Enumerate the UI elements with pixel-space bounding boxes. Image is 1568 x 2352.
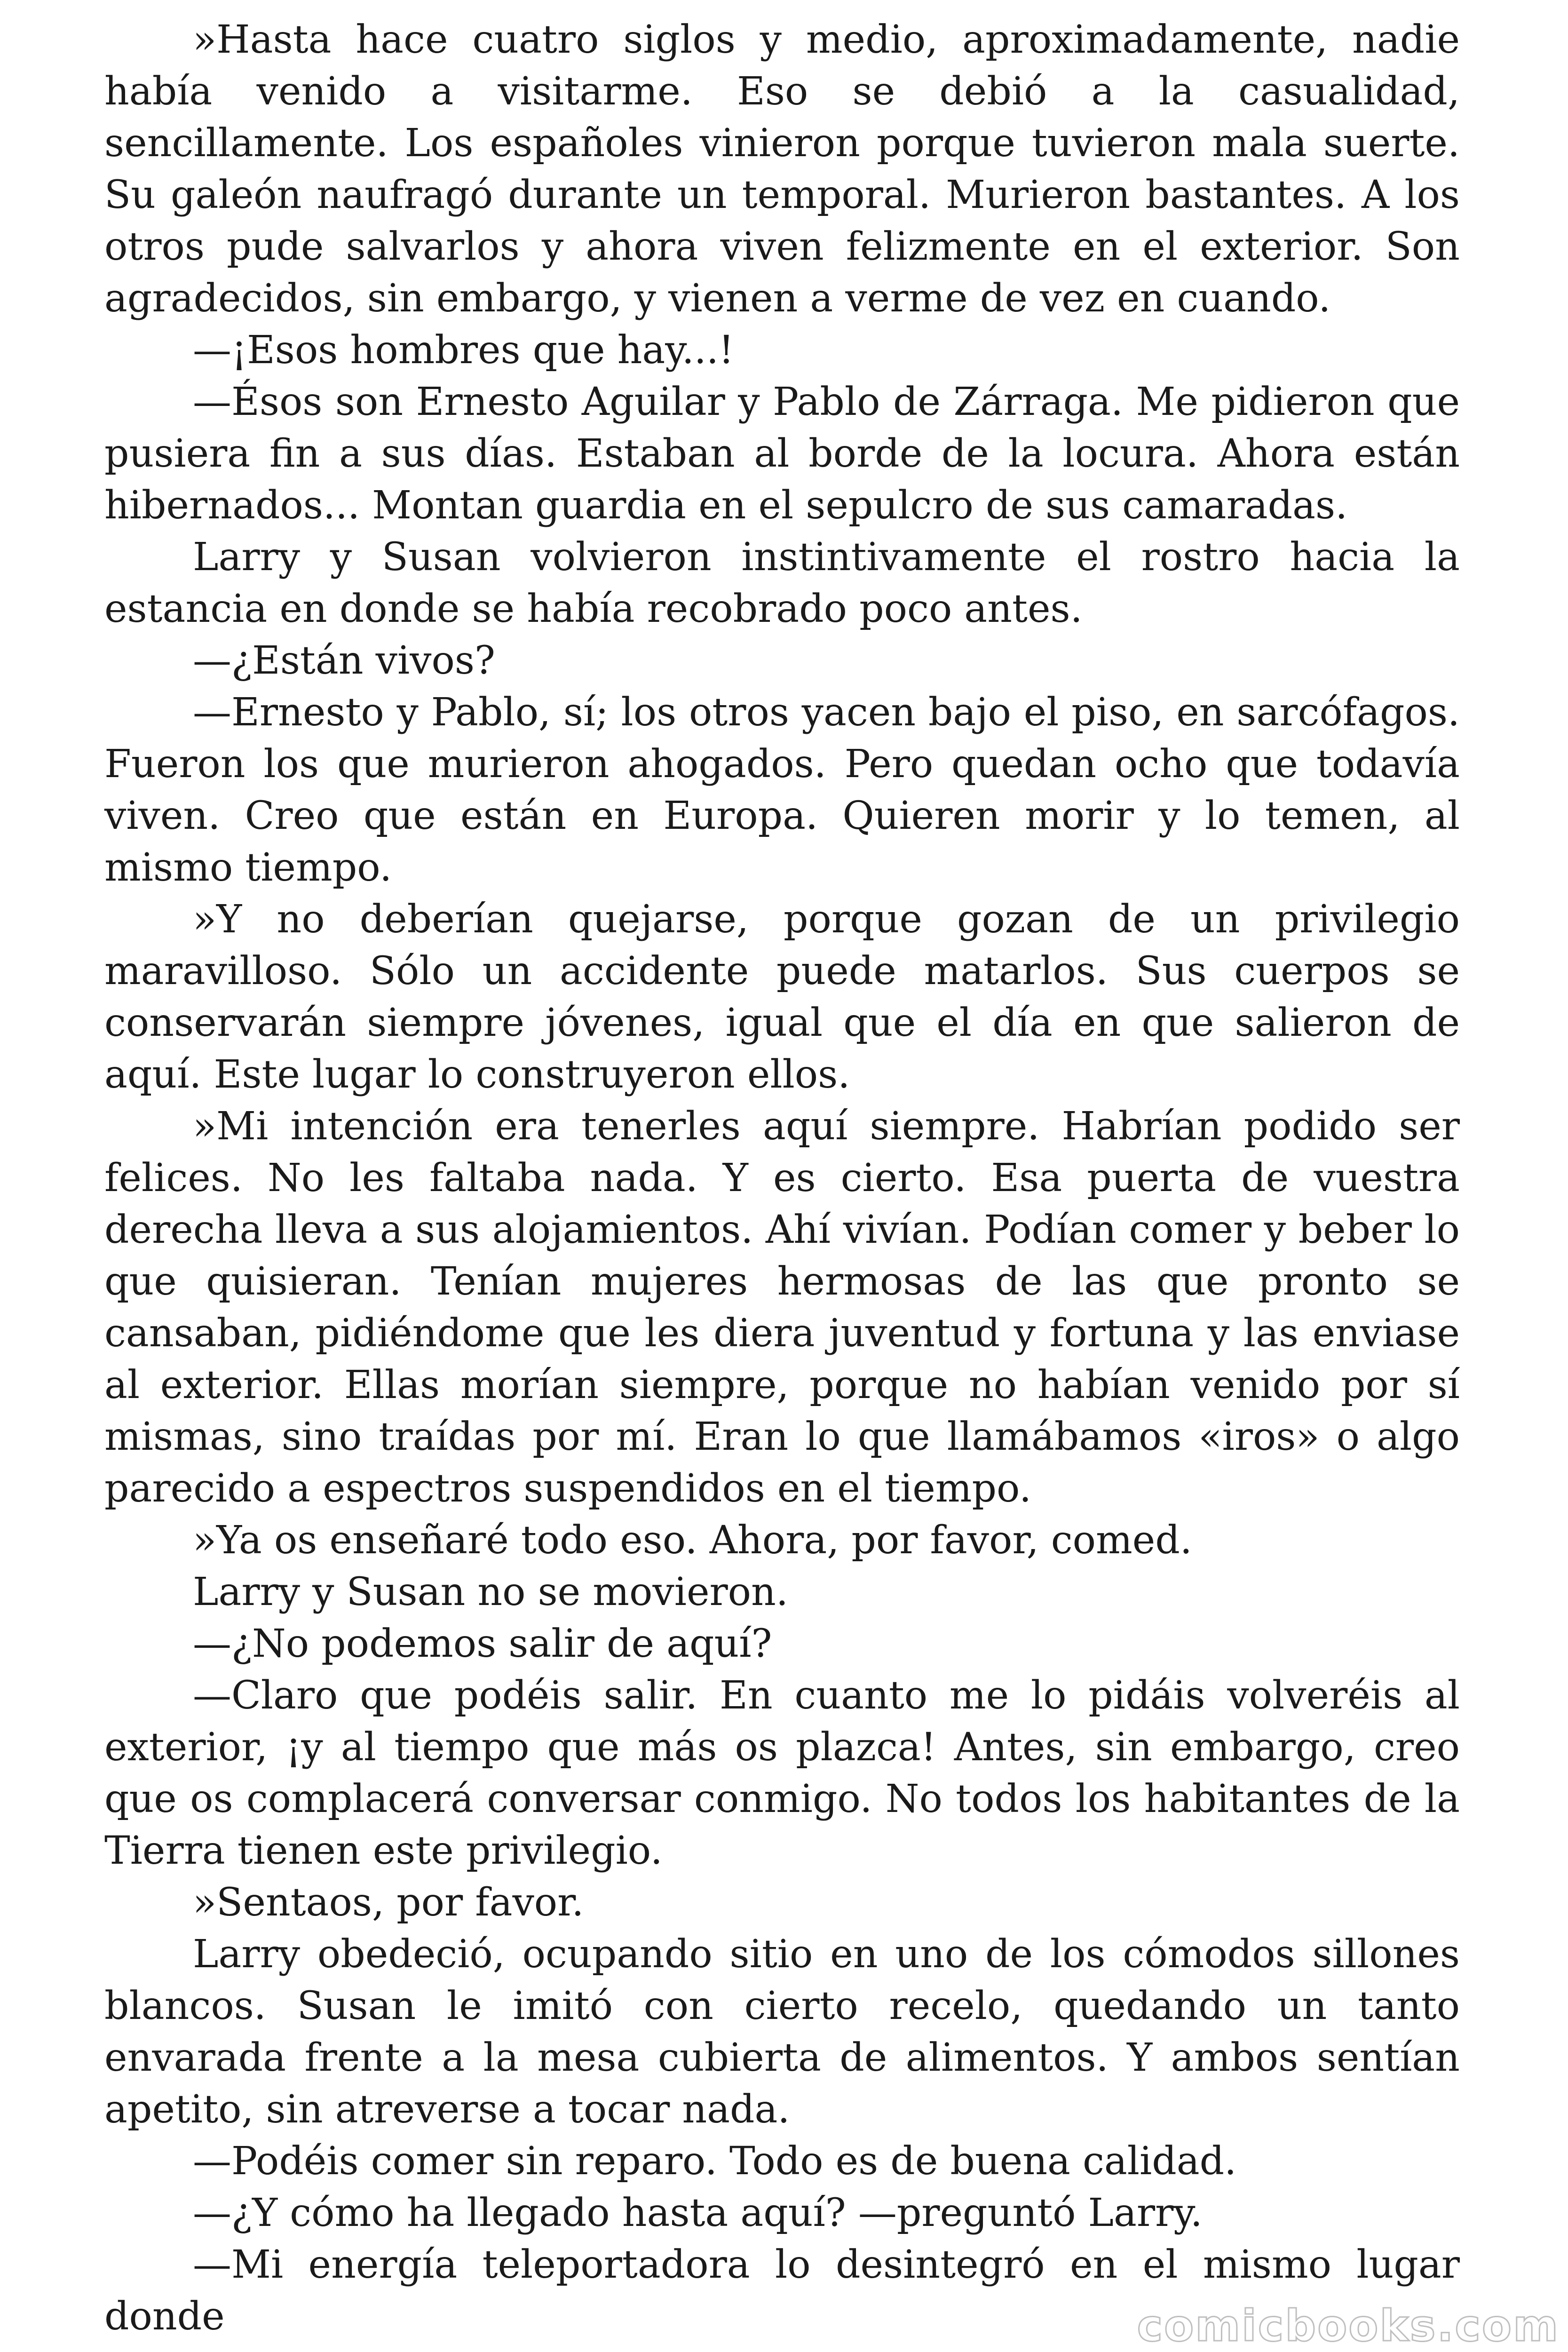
watermark-logo: comicbooks.com xyxy=(1137,2301,1560,2351)
paragraph: —¡Esos hombres que hay...! xyxy=(193,328,734,373)
paragraph: »Mi intención era tenerles aquí siempre. Habrían podido ser felices. No les faltaba nada. Y es cierto. Esa puerta de vuestra derecha lleva a sus alojamientos. Ahí vivían. Podían comer y beber lo que quisieran. Tenían mujeres hermosas de las que pronto se cansaban, pidiéndome que les diera juventud y fortuna y las enviase al exterior. Ellas morían siempre, porque no habían venido por sí mismas, sino traídas por mí. Eran lo que llamábamos «iros» o algo parecido a espectros suspendidos en el tiempo. xyxy=(104,1104,1460,1511)
paragraph: —Ernesto y Pablo, sí; los otros yacen bajo el piso, en sarcófagos. Fueron los que murieron ahogados. Pero quedan ocho que todavía viven. Creo que están en Europa. Quieren morir y lo temen, al mismo tiempo. xyxy=(104,690,1460,890)
paragraph: —Ésos son Ernesto Aguilar y Pablo de Zárraga. Me pidieron que pusiera fin a sus días. Estaban al borde de la locura. Ahora están hibernados... Montan guardia en el sepulcro de sus camaradas. xyxy=(104,380,1460,528)
paragraph: »Y no deberían quejarse, porque gozan de un privilegio maravilloso. Sólo un accidente puede matarlos. Sus cuerpos se conservarán siempre jóvenes, igual que el día en que salieron de aquí. Este lugar lo construyeron ellos. xyxy=(104,897,1460,1097)
paragraph: —Claro que podéis salir. En cuanto me lo pidáis volveréis al exterior, ¡y al tiempo que más os plazca! Antes, sin embargo, creo que os complacerá conversar conmigo. No todos los habitantes de la Tierra tienen este privilegio. xyxy=(104,1673,1460,1873)
paragraph: »Ya os enseñaré todo eso. Ahora, por favor, comed. xyxy=(193,1518,1192,1563)
paragraph: —¿Están vivos? xyxy=(193,638,495,683)
paragraph: —Podéis comer sin reparo. Todo es de buena calidad. xyxy=(193,2139,1237,2184)
paragraph: »Hasta hace cuatro siglos y medio, aproximadamente, nadie había venido a visitarme. Eso se debió a la casualidad, sencillamente. Los españoles vinieron porque tuvieron mala suerte. Su galeón naufragó durante un temporal. Murieron bastantes. A los otros pude salvarlos y ahora viven felizmente en el exterior. Son agradecidos, sin embargo, y vienen a verme de vez en cuando. xyxy=(104,17,1460,321)
paragraph: —Mi energía teleportadora lo desintegró en el mismo lugar donde xyxy=(104,2242,1460,2339)
paragraph: Larry obedeció, ocupando sitio en uno de los cómodos sillones blancos. Susan le imitó con cierto recelo, quedando un tanto envarada frente a la mesa cubierta de alimentos. Y ambos sentían apetito, sin atreverse a tocar nada. xyxy=(104,1932,1460,2132)
paragraph: —¿No podemos salir de aquí? xyxy=(193,1621,772,1666)
paragraph: Larry y Susan no se movieron. xyxy=(193,1570,788,1614)
paragraph: —¿Y cómo ha llegado hasta aquí? —preguntó Larry. xyxy=(193,2191,1203,2235)
page-text xyxy=(104,14,1460,2343)
paragraph: Larry y Susan volvieron instintivamente el rostro hacia la estancia en donde se había recobrado poco antes. xyxy=(104,535,1460,631)
paragraph: »Sentaos, por favor. xyxy=(193,1880,584,1925)
